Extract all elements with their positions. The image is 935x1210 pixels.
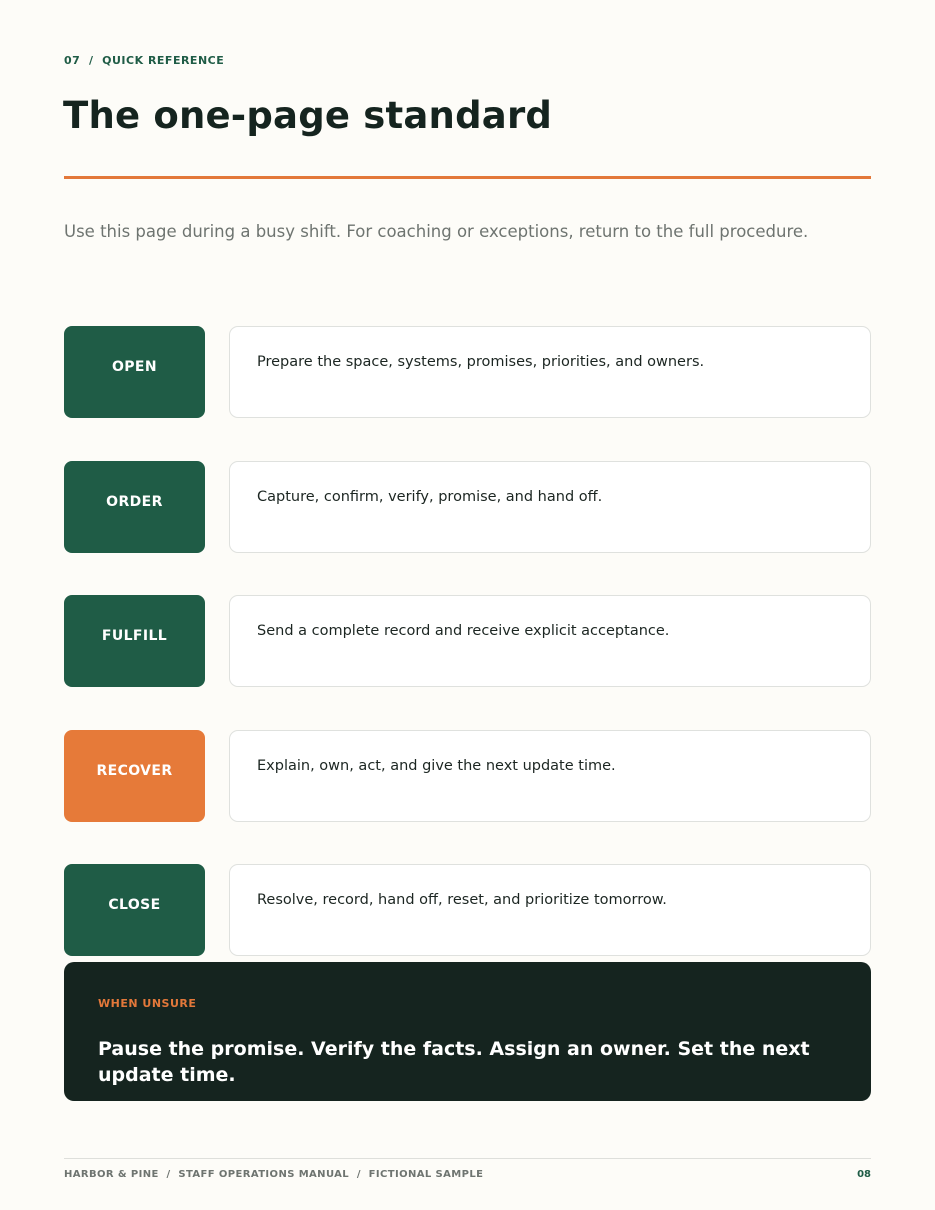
step-description-recover: Explain, own, act, and give the next update time.: [229, 730, 871, 822]
section-eyebrow: 07 / QUICK REFERENCE: [64, 54, 225, 67]
footer-divider: [64, 1158, 871, 1159]
title-divider: [64, 176, 871, 179]
page-title: The one-page standard: [63, 94, 553, 137]
step-label-close: CLOSE: [64, 864, 205, 956]
callout-eyebrow: WHEN UNSURE: [98, 997, 197, 1010]
intro-text: Use this page during a busy shift. For coaching or exceptions, return to the full procedure.: [64, 222, 809, 241]
step-description-fulfill: Send a complete record and receive explicit acceptance.: [229, 595, 871, 687]
step-close: [64, 864, 871, 956]
step-open: [64, 326, 871, 418]
page-number: 08: [857, 1169, 871, 1180]
step-label-order: ORDER: [64, 461, 205, 553]
step-description-order: Capture, confirm, verify, promise, and hand off.: [229, 461, 871, 553]
step-recover: [64, 730, 871, 822]
step-label-open: OPEN: [64, 326, 205, 418]
step-label-recover: RECOVER: [64, 730, 205, 822]
footer-text: HARBOR & PINE / STAFF OPERATIONS MANUAL / FICTIONAL SAMPLE: [64, 1169, 484, 1180]
step-fulfill: [64, 595, 871, 687]
step-description-open: Prepare the space, systems, promises, priorities, and owners.: [229, 326, 871, 418]
step-order: [64, 461, 871, 553]
step-label-fulfill: FULFILL: [64, 595, 205, 687]
step-description-close: Resolve, record, hand off, reset, and prioritize tomorrow.: [229, 864, 871, 956]
callout-text: Pause the promise. Verify the facts. Assign an owner. Set the next update time.: [98, 1038, 810, 1086]
when-unsure-callout: [64, 962, 871, 1101]
